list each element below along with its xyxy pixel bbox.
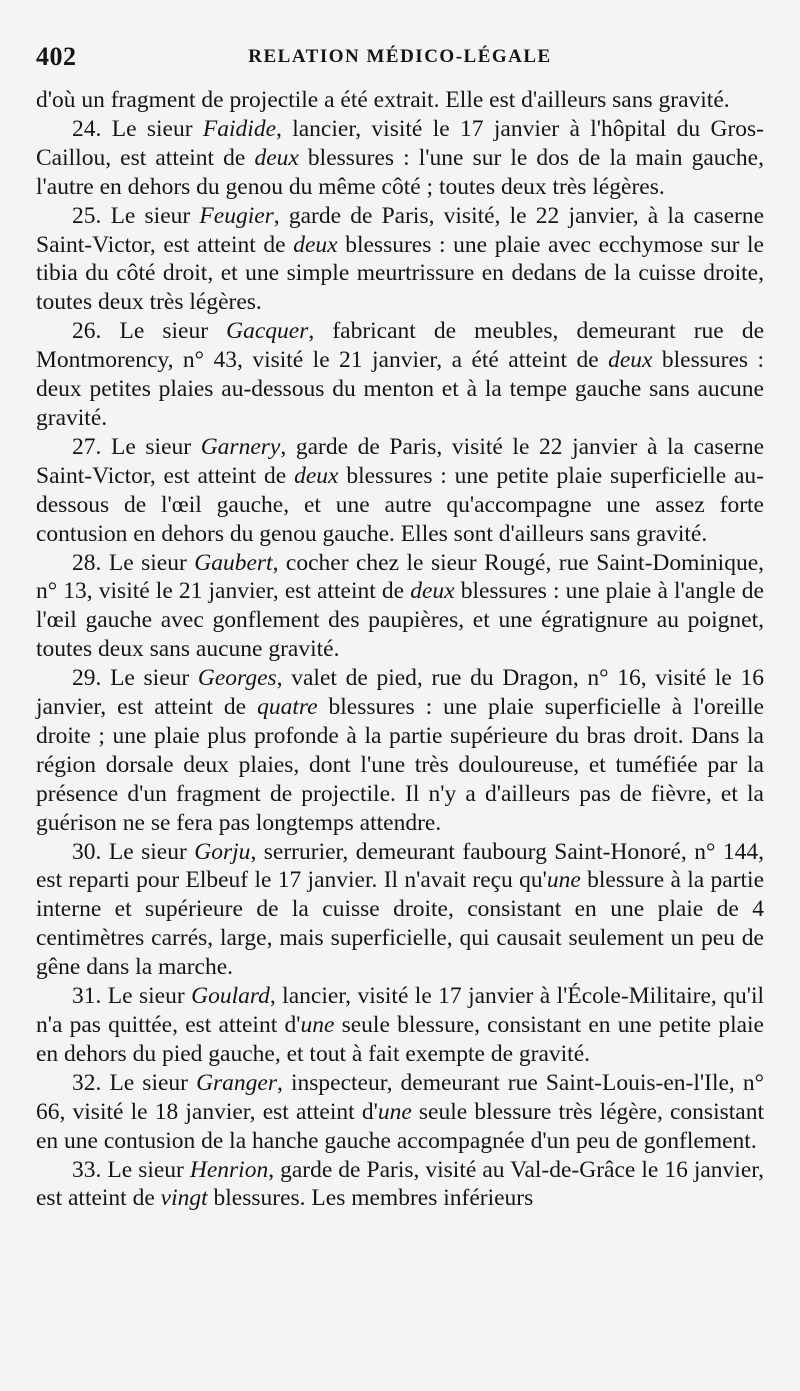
wound-count: une bbox=[377, 1098, 412, 1125]
entry-text: , lancier, visité le 17 janvier à l'École-Militaire, qu'il n'a pas quittée, est atteint d' bbox=[36, 983, 765, 1038]
entry-paragraph bbox=[36, 202, 764, 318]
person-name: Georges bbox=[197, 665, 277, 692]
entry-number: 30. bbox=[72, 838, 102, 865]
entry-paragraph bbox=[36, 1156, 764, 1214]
entry-number: 33. bbox=[72, 1156, 102, 1183]
entry-text: blessures : une plaie à l'angle de l'œil gauche avec gonflement des paupières, et une égratignure au poignet, toutes deux sans aucune gravité. bbox=[36, 578, 764, 663]
entry-paragraph bbox=[36, 1069, 764, 1156]
entry-text: seule blessure très légère, consistant en une contusion de la hanche gauche accompagnée d'un peu de gonflement. bbox=[36, 1098, 764, 1154]
wound-count: deux bbox=[294, 462, 339, 489]
entry-text: blessures : l'une sur le dos de la main gauche, l'autre en dehors du genou du même côté ; toutes deux très légères. bbox=[36, 144, 764, 200]
wound-count: une bbox=[300, 1012, 335, 1038]
wound-count: deux bbox=[293, 231, 338, 258]
entry-text: blessures : une petite plaie superficielle au-dessous de l'œil gauche, et une autre qu'accompagne une assez forte contusion en dehors du genou gauche. Elles sont d'ailleurs sans gravité. bbox=[36, 462, 764, 547]
wound-count: deux bbox=[608, 347, 653, 374]
person-name: Granger bbox=[196, 1069, 278, 1096]
wound-count: deux bbox=[410, 578, 455, 605]
entry-number: 27. bbox=[72, 433, 102, 460]
person-name: Gacquer bbox=[226, 318, 309, 345]
entry-text: blessures : une plaie superficielle à l'oreille droite ; une plaie plus profonde à la partie supérieure du bras droit. Dans la région dorsale deux plaies, dont l'une très douloureuse, et tuméfiée par la présence d'un fragment de projectile. Il n'y a d'ailleurs pas de fièvre, et la guérison ne se fera pas longtemps attendre. bbox=[36, 694, 764, 836]
entry-number: 25. bbox=[72, 202, 102, 229]
person-name: Henrion bbox=[189, 1156, 269, 1183]
wound-count: une bbox=[546, 867, 581, 894]
entry-text: Le sieur bbox=[111, 115, 203, 142]
wound-count: vingt bbox=[160, 1185, 208, 1212]
entry-text: blessures : une plaie avec ecchymose sur le tibia du côté droit, et une simple meurtrissure en dedans de la cuisse droite, toutes deux très légères. bbox=[36, 231, 764, 316]
entry-paragraph bbox=[36, 549, 764, 665]
wound-count: deux bbox=[254, 144, 299, 171]
entry-text: seule blessure, consistant en une petite plaie en dehors du pied gauche, et tout à fait exempte de gravité. bbox=[36, 1012, 764, 1067]
entry-text: blessures. Les membres inférieurs bbox=[207, 1185, 534, 1212]
entry-paragraph bbox=[36, 433, 764, 549]
entry-text: , garde de Paris, visité le 22 janvier à la caserne Saint-Victor, est atteint de bbox=[36, 433, 765, 489]
person-name: Garnery bbox=[200, 433, 281, 460]
entry-text: , cocher chez le sieur Rougé, rue Saint-Dominique, n° 13, visité le 21 janvier, est atteint de bbox=[36, 549, 765, 605]
entry-text: blessure à la partie interne et supérieure de la cuisse droite, consistant en une plaie de 4 centimètres carrés, large, mais superficielle, qui causait seulement un peu de gêne dans la marche. bbox=[36, 867, 765, 981]
entry-text: blessures : deux petites plaies au-dessous du menton et à la tempe gauche sans aucune gravité. bbox=[36, 347, 765, 431]
entry-text: Le sieur bbox=[109, 1069, 197, 1096]
entry-paragraph bbox=[36, 115, 764, 202]
entry-paragraph bbox=[36, 664, 764, 837]
person-name: Feugier bbox=[199, 202, 274, 229]
entry-number: 28. bbox=[72, 549, 102, 576]
page-header bbox=[36, 30, 764, 86]
entry-number: 32. bbox=[72, 1069, 102, 1096]
entry-text: Le sieur bbox=[111, 433, 201, 460]
entry-text: , garde de Paris, visité au Val-de-Grâce le 16 janvier, est atteint de bbox=[36, 1156, 765, 1212]
entry-number: 31. bbox=[72, 983, 102, 1010]
person-name: Gaubert bbox=[194, 549, 273, 576]
entry-text: , garde de Paris, visité, le 22 janvier, à la caserne Saint-Victor, est atteint de bbox=[36, 202, 764, 258]
person-name: Faidide bbox=[202, 115, 276, 142]
entry-text: Le sieur bbox=[107, 1156, 190, 1183]
entry-number: 24. bbox=[72, 115, 102, 142]
person-name: Goulard bbox=[191, 983, 270, 1010]
entry-text: Le sieur bbox=[110, 202, 200, 229]
entry-text: Le sieur bbox=[119, 318, 227, 345]
entry-text: , fabricant de meubles, demeurant rue de Montmorency, n° 43, visité le 21 janvier, a été atteint de bbox=[36, 318, 765, 374]
entry-text: Le sieur bbox=[108, 838, 195, 865]
wound-count: quatre bbox=[257, 694, 318, 721]
continuation-paragraph: d'où un fragment de projectile a été extrait. Elle est d'ailleurs sans gravité. bbox=[36, 87, 730, 113]
entry-text: , inspecteur, demeurant rue Saint-Louis-en-l'Ile, n° 66, visité le 18 janvier, est atteint d' bbox=[36, 1069, 764, 1125]
entry-text: , serrurier, demeurant faubourg Saint-Honoré, n° 144, est reparti pour Elbeuf le 17 janvier. Il n'avait reçu qu' bbox=[36, 838, 765, 894]
entry-paragraph bbox=[36, 982, 764, 1069]
body-text bbox=[36, 86, 764, 1213]
entry-text: Le sieur bbox=[107, 983, 192, 1010]
entry-text: , valet de pied, rue du Dragon, n° 16, visité le 16 janvier, est atteint de bbox=[36, 665, 765, 721]
entry-paragraph bbox=[36, 317, 764, 433]
running-title: RELATION MÉDICO-LÉGALE bbox=[248, 46, 552, 67]
entry-number: 26. bbox=[72, 318, 102, 345]
entry-paragraph bbox=[36, 838, 764, 983]
entry-text: , lancier, visité le 17 janvier à l'hôpital du Gros-Caillou, est atteint de bbox=[36, 115, 764, 171]
entry-text: Le sieur bbox=[110, 665, 198, 692]
person-name: Gorju bbox=[194, 838, 251, 865]
entry-number: 29. bbox=[72, 665, 102, 692]
page-number: 402 bbox=[36, 42, 77, 71]
entry-text: Le sieur bbox=[108, 549, 195, 576]
